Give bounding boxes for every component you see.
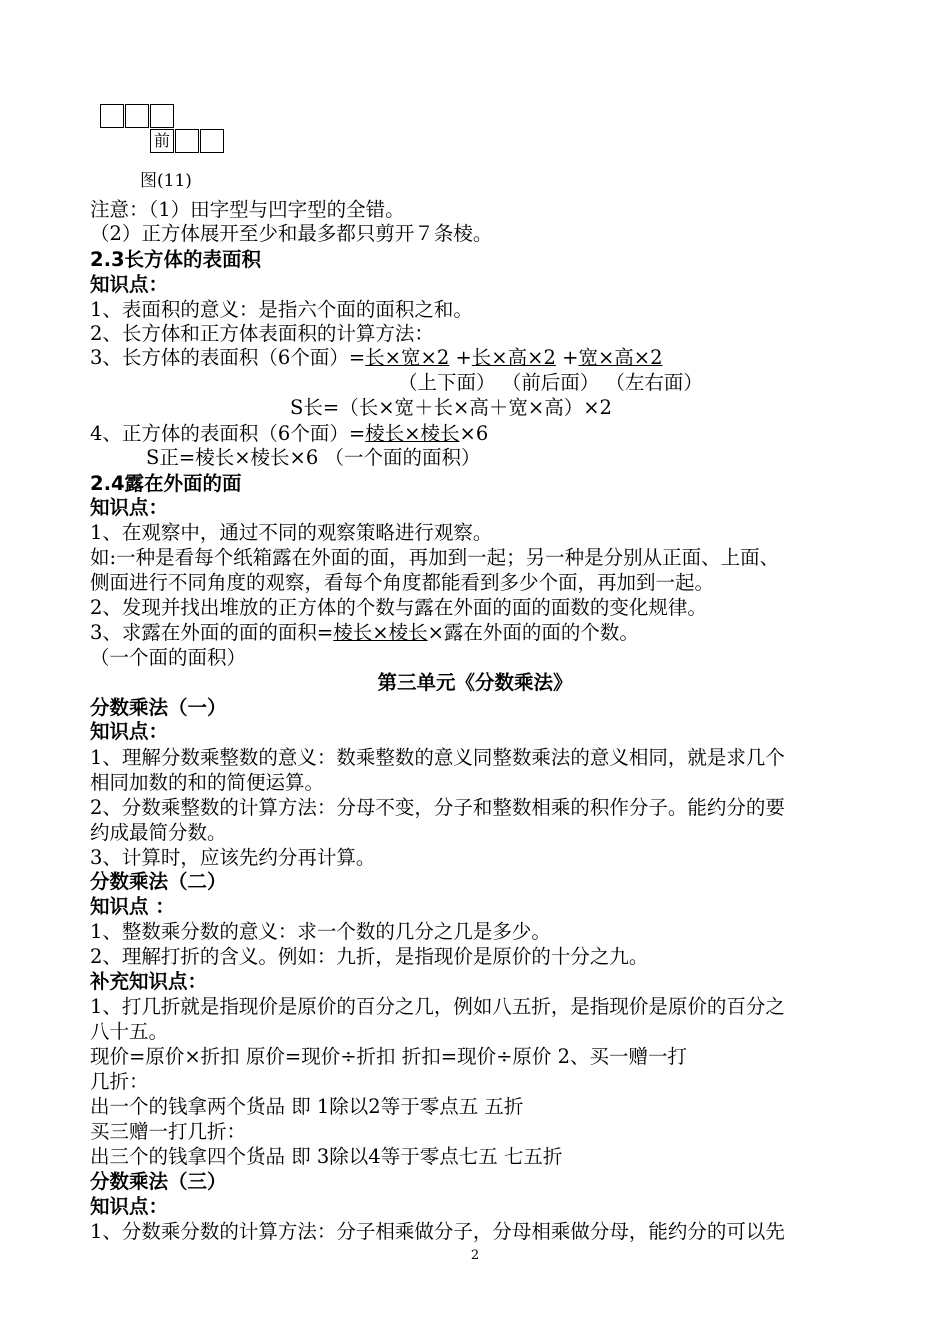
frac3-item-1: 1、分数乘分数的计算方法：分子相乘做分子，分母相乘做分母，能约分的可以先 [90,1220,785,1243]
sec24-example-2: 侧面进行不同角度的观察，看每个角度都能看到多少个面，再加到一起。 [90,571,715,594]
formula-s-cuboid: S长=（长×宽＋长×高＋宽×高）×2 [290,396,612,419]
knowledge-label: 知识点： [90,1195,169,1218]
net-cell-front: 前 [150,129,174,153]
frac1-item-1-line-1: 1、理解分数乘整数的意义：数乘整数的意义同整数乘法的意义相同，就是求几个 [90,746,785,769]
sec23-item-2: 2、长方体和正方体表面积的计算方法： [90,322,434,345]
frac1-item-1-line-2: 相同加数的和的简便运算。 [90,771,325,794]
formula-part-front-back: 长×高×2 [471,346,556,369]
fraction-mult-3-title: 分数乘法（三） [90,1170,227,1193]
buy-three-get-one: 出三个的钱拿四个货品 即 3除以4等于零点七五 七五折 [90,1145,563,1168]
sec24-item-3-note: （一个面的面积） [90,646,247,669]
frac2-item-2: 2、理解打折的含义。例如：九折，是指现价是原价的十分之九。 [90,945,649,968]
knowledge-label: 知识点： [90,273,169,296]
fraction-mult-2-title: 分数乘法（二） [90,870,227,893]
formula-part-left-right: 宽×高×2 [578,346,663,369]
sec23-item-4-prefix: 4、正方体的表面积（6个面）= [90,422,366,445]
frac1-item-3: 3、计算时，应该先约分再计算。 [90,846,376,869]
buy-three-question: 买三赠一打几折： [90,1120,247,1143]
net-cell [100,104,124,128]
frac1-item-2-line-2: 约成最简分数。 [90,821,227,844]
times-six: ×6 [459,422,489,445]
supp-item-1-line-2: 八十五。 [90,1020,169,1043]
sec24-item-1: 1、在观察中，通过不同的观察策略进行观察。 [90,521,493,544]
supp-item-1-line-1: 1、打几折就是指现价是原价的百分之几，例如八五折，是指现价是原价的百分之 [90,995,785,1018]
section-2-4-title: 2.4露在外面的面 [90,472,242,495]
discount-formulas-cont: 几折： [90,1070,149,1093]
cube-net-figure [100,104,230,158]
sec23-item-3 [90,346,663,370]
sec24-item-3-prefix: 3、求露在外面的面的面积= [90,621,334,644]
sec23-item-1: 1、表面积的意义：是指六个面的面积之和。 [90,298,473,321]
net-cell [175,129,199,153]
formula-part-top-bottom: 长×宽×2 [365,346,450,369]
net-cell [125,104,149,128]
plus-sign: + [555,346,579,369]
discount-formulas: 现价=原价×折扣 原价=现价÷折扣 折扣=现价÷原价 2、买一赠一打 [90,1045,688,1068]
buy-one-get-one: 出一个的钱拿两个货品 即 1除以2等于零点五 五折 [90,1095,524,1118]
unit-3-title: 第三单元《分数乘法》 [377,671,573,694]
plus-sign: + [449,346,472,369]
sec23-item-3-prefix: 3、长方体的表面积（6个面）= [90,346,366,369]
frac1-item-2-line-1: 2、分数乘整数的计算方法：分母不变，分子和整数相乘的积作分子。能约分的要 [90,796,785,819]
sec24-example-1: 如:一种是看每个纸箱露在外面的面，再加到一起；另一种是分别从正面、上面、 [90,546,780,569]
knowledge-label: 知识点 ： [90,895,175,918]
edge-times-edge: 棱长×棱长 [333,621,428,644]
frac2-item-1: 1、整数乘分数的意义：求一个数的几分之几是多少。 [90,920,551,943]
edge-times-edge: 棱长×棱长 [365,422,460,445]
page-number: 2 [470,1248,480,1263]
knowledge-label: 知识点： [90,720,169,743]
fraction-mult-1-title: 分数乘法（一） [90,696,227,719]
knowledge-label: 知识点： [90,496,169,519]
net-cell [200,129,224,153]
note-line-2: （2）正方体展开至少和最多都只剪开７条棱。 [90,222,493,245]
figure-caption: 图(11) [140,171,192,191]
section-2-3-title: 2.3长方体的表面积 [90,248,262,271]
face-labels: （上下面） （前后面） （左右面） [398,371,703,394]
net-cell [150,104,174,128]
sec24-item-2: 2、发现并找出堆放的正方体的个数与露在外面的面的面数的变化规律。 [90,596,707,619]
sec24-item-3 [90,621,639,645]
note-line-1: 注意：（1）田字型与凹字型的全错。 [90,198,405,221]
supplementary-label: 补充知识点： [90,970,208,993]
formula-s-cube: S正=棱长×棱长×6 （一个面的面积） [146,446,481,469]
sec24-item-3-suffix: ×露在外面的面的个数。 [427,621,639,644]
sec23-item-4 [90,422,488,446]
